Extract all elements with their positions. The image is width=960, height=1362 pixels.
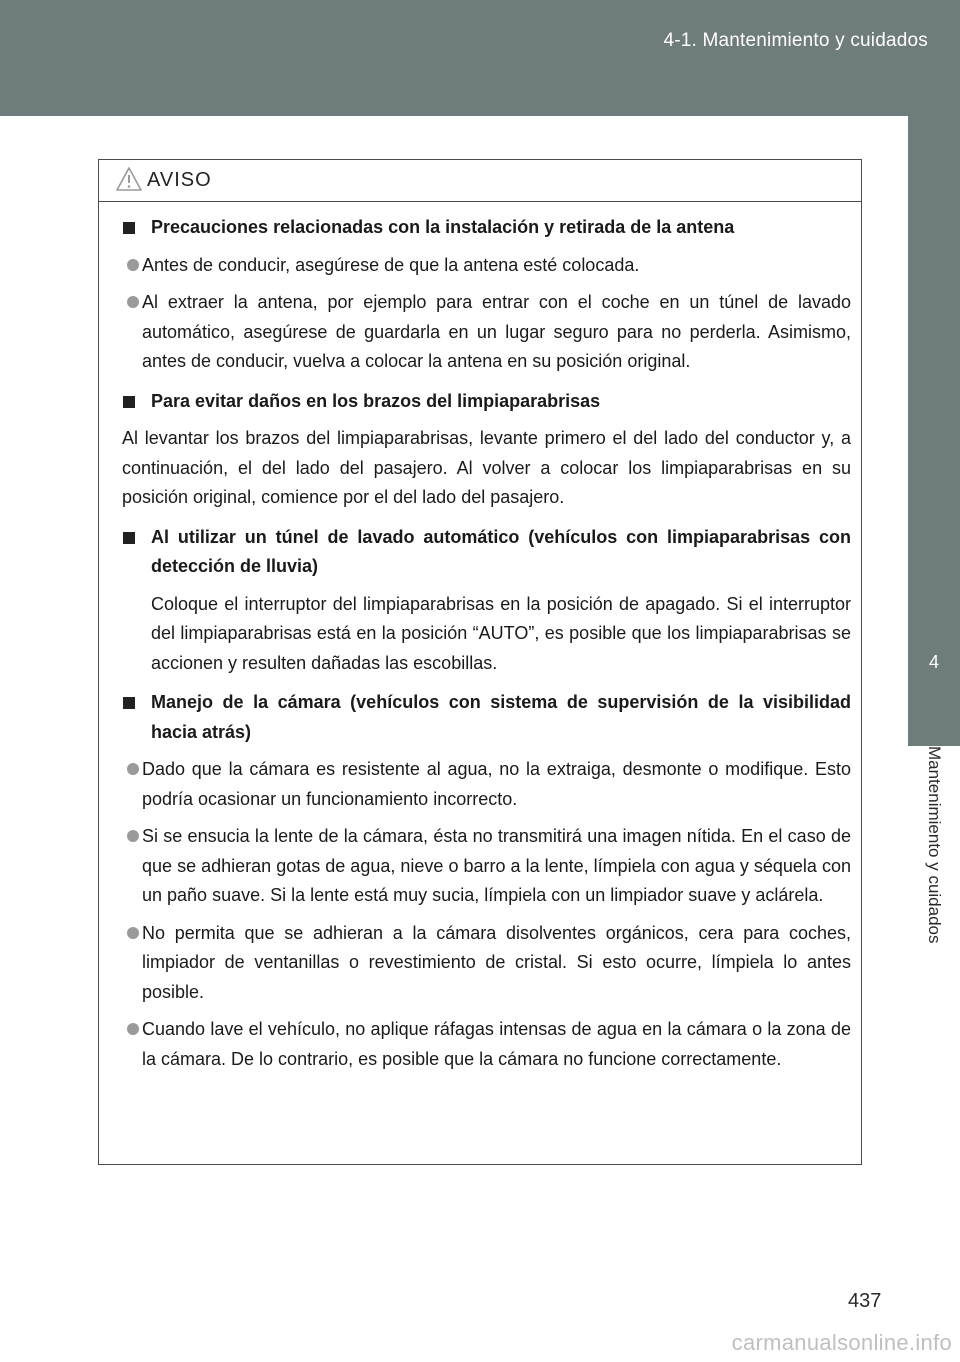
- warning-header: [99, 160, 861, 202]
- square-bullet-icon: [123, 697, 135, 709]
- list-item: Si se ensucia la lente de la cámara, ésta no transmitirá una imagen nítida. En el caso de que se adhieran gotas de agua, nieve o barro a la lente, límpiela con agua y séquela con un paño suave. Si la lente está muy sucia, límpiela con un limpiador suave y aclárela.: [129, 822, 851, 911]
- warning-box: [98, 159, 862, 1165]
- round-bullet-icon: [127, 259, 139, 271]
- round-bullet-icon: [127, 763, 139, 775]
- chapter-label: Mantenimiento y cuidados: [925, 746, 944, 944]
- round-bullet-icon: [127, 830, 139, 842]
- section-title: 4-1. Mantenimiento y cuidados: [663, 30, 928, 51]
- page-header: [0, 0, 960, 116]
- warning-content: [99, 213, 859, 1074]
- page-number: 437: [848, 1290, 882, 1312]
- round-bullet-icon: [127, 1023, 139, 1035]
- warning-triangle-icon: [115, 166, 143, 197]
- section-heading: Manejo de la cámara (vehículos con sistema de supervisión de la visibilidad hacia atrás): [123, 688, 851, 747]
- paragraph: Coloque el interruptor del limpiaparabrisas en la posición de apagado. Si el interruptor del limpiaparabrisas está en la posición “AUTO”, es posible que los limpiaparabrisas se accionen y resulten dañadas las escobillas.: [151, 593, 851, 673]
- list-item: Al extraer la antena, por ejemplo para entrar con el coche en un túnel de lavado automático, asegúrese de guardarla en un lugar seguro para no perderla. Asimismo, antes de conducir, vuelva a colocar la antena en su posición original.: [129, 288, 851, 377]
- list-item: Cuando lave el vehículo, no aplique ráfagas intensas de agua en la cámara o la zona de la cámara. De lo contrario, es posible que la cámara no funcione correctamente.: [129, 1015, 851, 1074]
- square-bullet-icon: [123, 396, 135, 408]
- square-bullet-icon: [123, 532, 135, 544]
- list-item: Antes de conducir, asegúrese de que la antena esté colocada.: [129, 251, 851, 281]
- round-bullet-icon: [127, 296, 139, 308]
- chapter-number: 4: [928, 652, 939, 672]
- section-heading: Precauciones relacionadas con la instalación y retirada de la antena: [123, 213, 851, 243]
- paragraph: Al levantar los brazos del limpiaparabrisas, levante primero el del lado del conductor y, a continuación, el del lado del pasajero. Al volver a colocar los limpiaparabrisas en su posición original, comience por el del lado del pasajero.: [122, 428, 851, 507]
- list-item: No permita que se adhieran a la cámara disolventes orgánicos, cera para coches, limpiador de ventanillas o revestimiento de cristal. Si esto ocurre, límpiela lo antes posible.: [129, 919, 851, 1008]
- watermark: carmanualsonline.info: [731, 1330, 952, 1355]
- chapter-label-wrap: [908, 746, 960, 1006]
- round-bullet-icon: [127, 927, 139, 939]
- square-bullet-icon: [123, 222, 135, 234]
- section-heading: Para evitar daños en los brazos del limpiaparabrisas: [123, 387, 851, 417]
- section-heading: Al utilizar un túnel de lavado automático (vehículos con limpiaparabrisas con detección de lluvia): [123, 523, 851, 582]
- list-item: Dado que la cámara es resistente al agua, no la extraiga, desmonte o modifique. Esto podría ocasionar un funcionamiento incorrecto.: [129, 755, 851, 814]
- warning-title: AVISO: [147, 169, 212, 191]
